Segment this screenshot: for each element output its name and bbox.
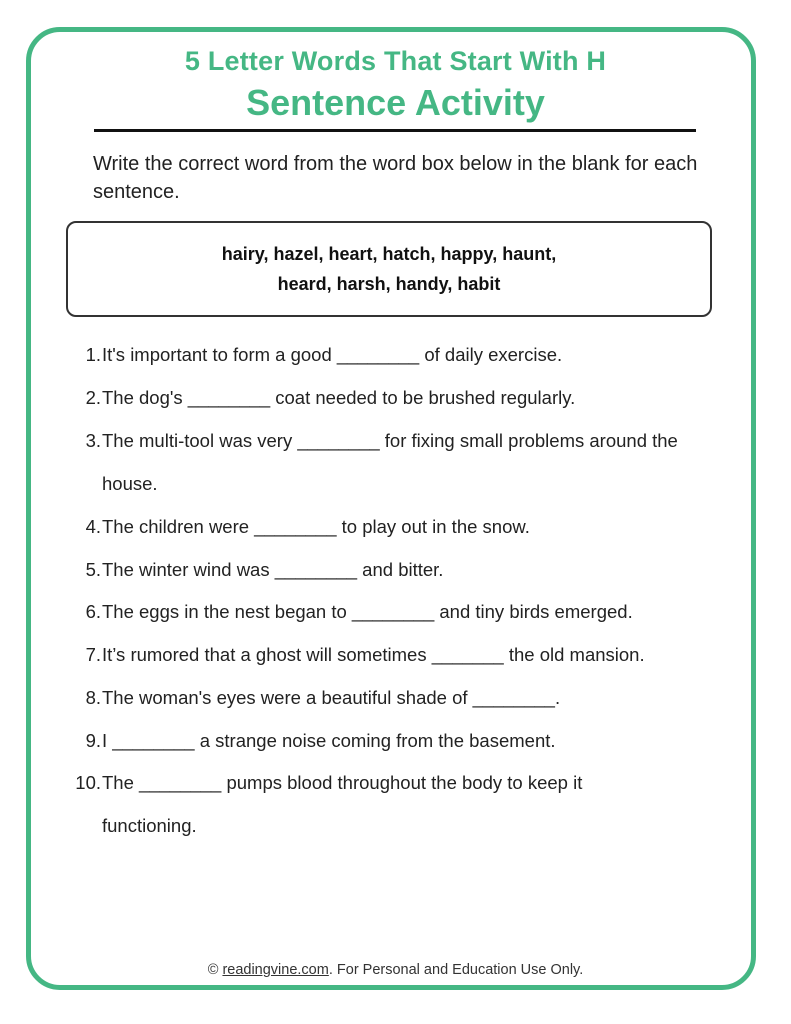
item-number: 4. xyxy=(85,516,101,537)
word-box xyxy=(66,221,712,317)
item-text: The children were ________ to play out in the snow. xyxy=(102,516,530,537)
footer xyxy=(0,962,791,978)
item-text-continued: house. xyxy=(102,473,158,494)
item-text: The eggs in the nest began to ________ and tiny birds emerged. xyxy=(102,601,633,622)
item-text: It’s rumored that a ghost will sometimes _______ the old mansion. xyxy=(102,644,645,665)
site-link[interactable]: readingvine.com xyxy=(222,962,329,978)
item-text: The winter wind was ________ and bitter. xyxy=(102,559,444,580)
word-box-line-1: hairy, hazel, heart, hatch, happy, haunt, xyxy=(221,244,557,264)
item-number: 5. xyxy=(85,559,101,580)
instructions: Write the correct word from the word box below in the blank for each sentence. xyxy=(93,153,698,203)
item-number: 8. xyxy=(85,687,101,708)
item-number: 3. xyxy=(85,430,101,451)
item-text: The ________ pumps blood throughout the body to keep it xyxy=(102,772,583,793)
item-text: The dog's ________ coat needed to be brushed regularly. xyxy=(102,387,576,408)
word-box-line-2: heard, harsh, handy, habit xyxy=(277,274,501,294)
item-text: The woman's eyes were a beautiful shade of ________. xyxy=(102,687,561,708)
title-divider xyxy=(94,129,696,132)
copyright-symbol: © xyxy=(207,962,219,978)
item-number: 6. xyxy=(85,601,101,622)
page-title: Sentence Activity xyxy=(246,82,545,123)
item-number: 7. xyxy=(85,644,101,665)
item-number: 1. xyxy=(85,344,101,365)
title-line-1: 5 Letter Words That Start With H xyxy=(184,46,607,76)
item-text: I ________ a strange noise coming from the basement. xyxy=(102,730,556,751)
item-number: 2. xyxy=(85,387,101,408)
item-number: 9. xyxy=(85,730,101,751)
item-text: It's important to form a good ________ of daily exercise. xyxy=(102,344,563,365)
footer-text: . For Personal and Education Use Only. xyxy=(328,962,584,978)
item-number: 10. xyxy=(75,772,101,793)
item-text-continued: functioning. xyxy=(102,815,197,836)
item-text: The multi-tool was very ________ for fixing small problems around the xyxy=(102,430,678,451)
